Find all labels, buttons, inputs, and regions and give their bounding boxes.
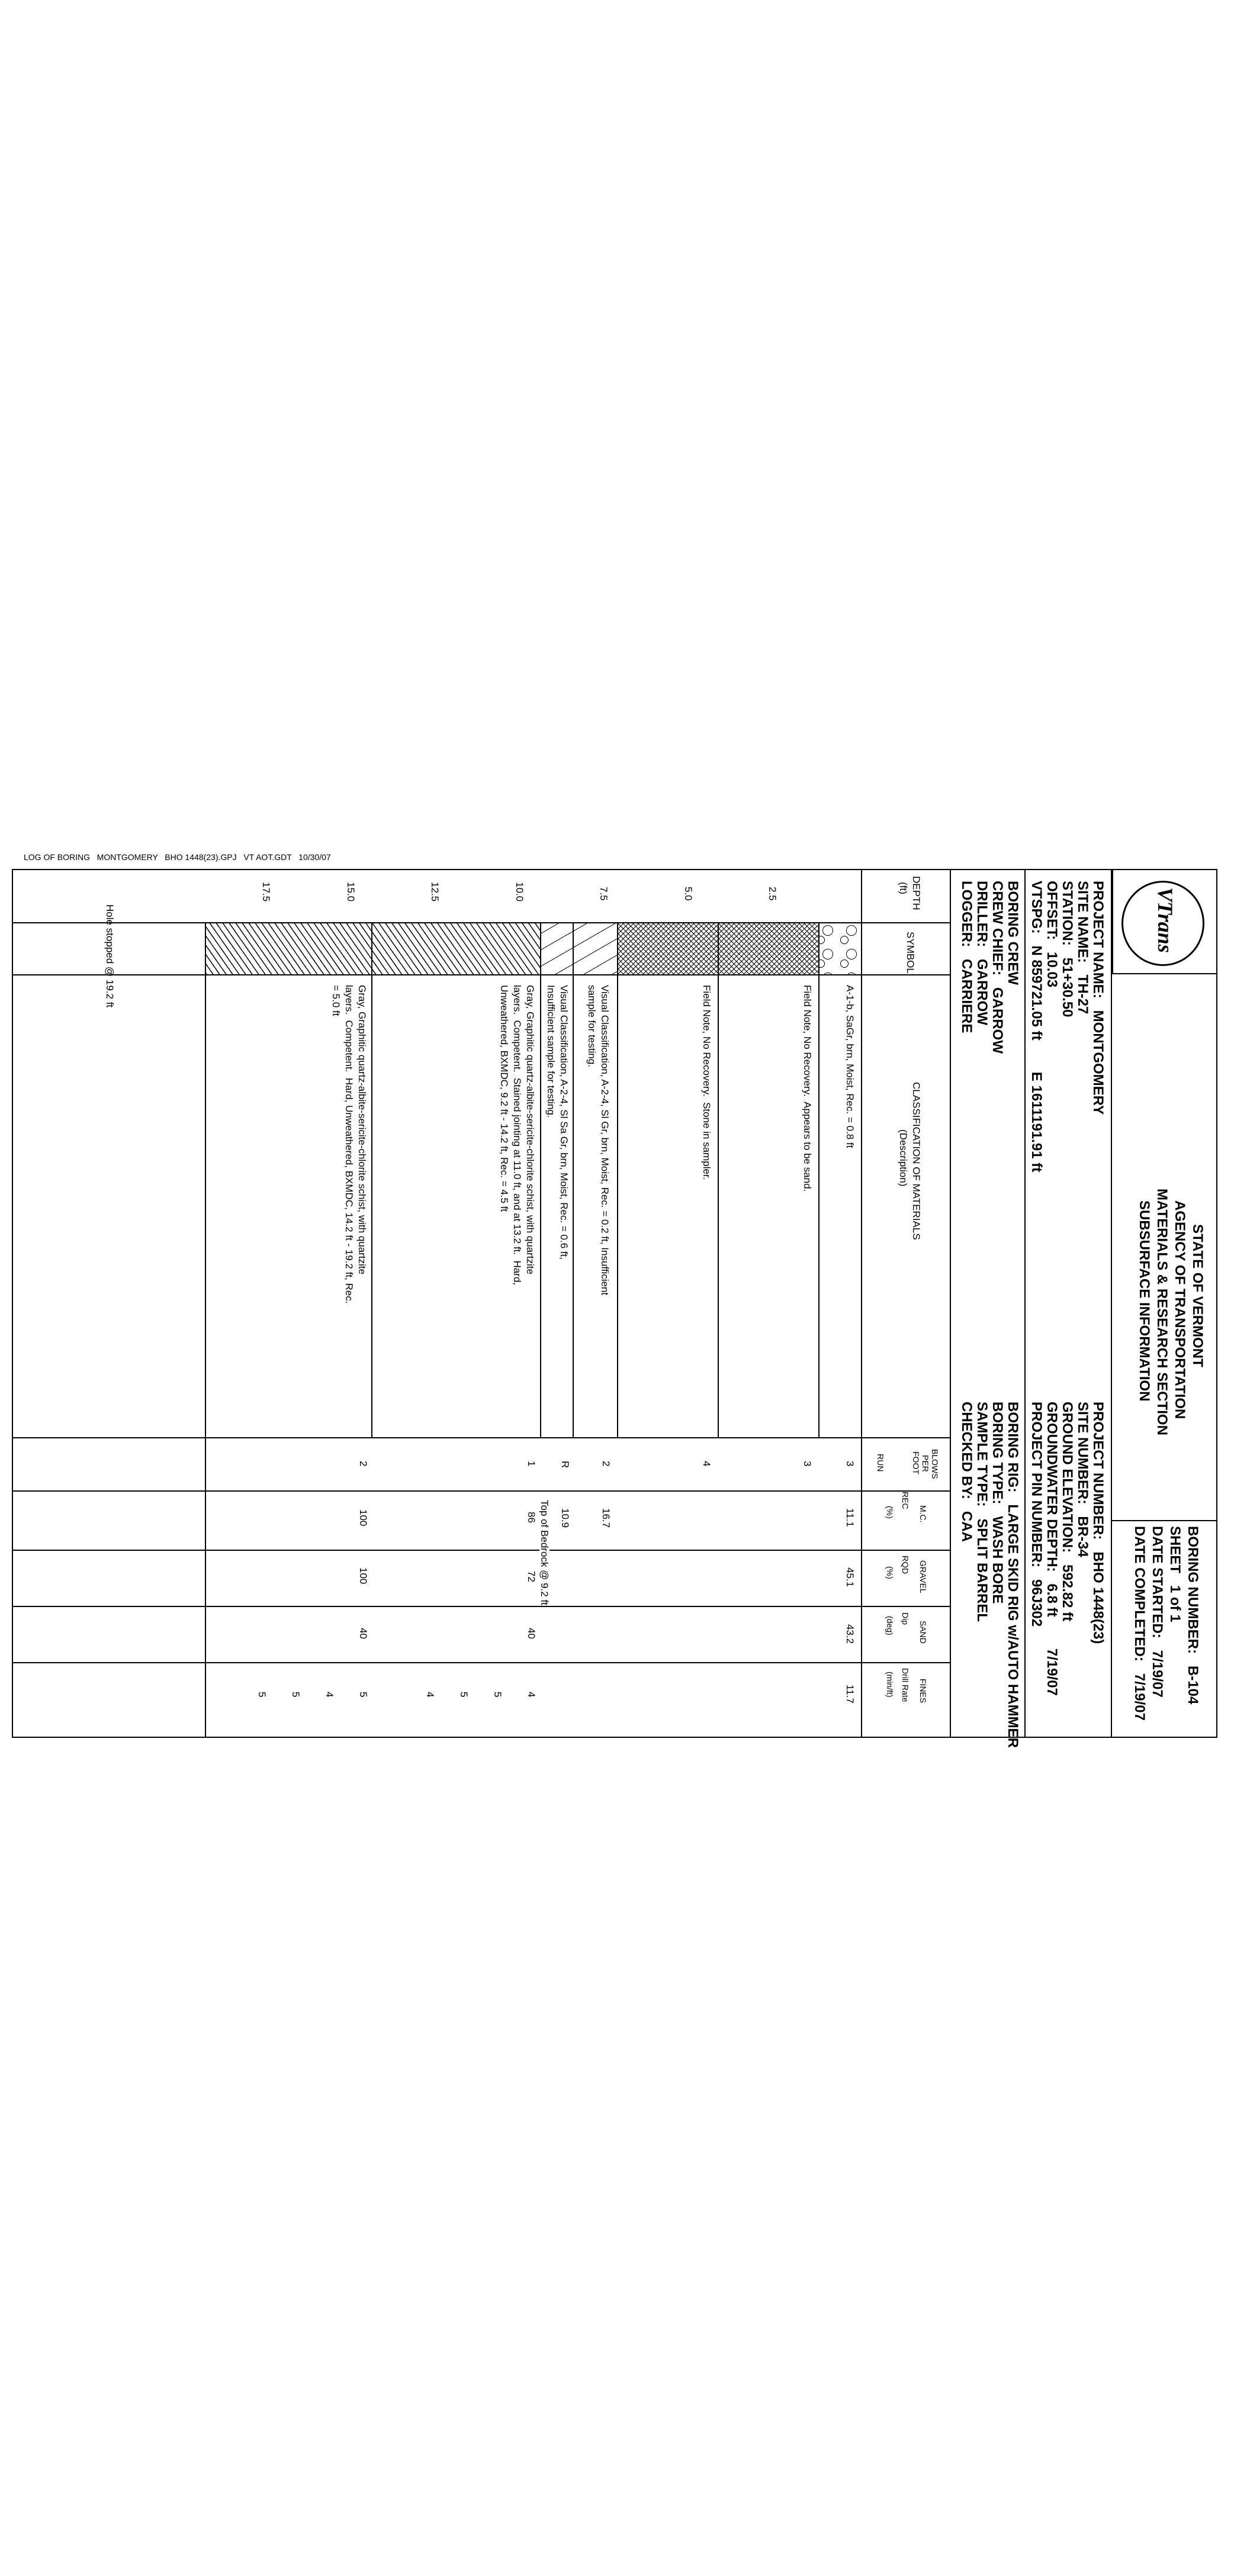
offset: OFFSET: 10.03 xyxy=(1044,881,1060,988)
vtspg-coordinates: VTSPG: N 859721.05 ft E 1611191.91 ft xyxy=(1029,881,1045,1173)
depth-tick-17-5: 17.5 xyxy=(261,882,272,902)
boring-type: BORING TYPE: WASH BORE xyxy=(989,1402,1005,1604)
depth-tick-5-0: 5.0 xyxy=(683,887,694,901)
mc-value: 10.9 xyxy=(560,1508,571,1528)
mc-value: 16.7 xyxy=(600,1508,612,1528)
station: STATION: 51+30.50 xyxy=(1059,881,1075,1017)
rotated-log-page xyxy=(12,869,1217,1748)
run-value: 1 xyxy=(526,1461,537,1467)
crew-chief: CREW CHIEF: GARROW xyxy=(989,881,1005,1054)
layer-boundary-2 xyxy=(718,923,719,1437)
rqd-value: 100 xyxy=(358,1567,369,1585)
layer-2-description: Field Note, No Recovery. Appears to be sand. xyxy=(802,985,813,1192)
boring-rig: BORING RIG: LARGE SKID RIG w/AUTO HAMMER xyxy=(1005,1402,1021,1748)
blows-value: 3 xyxy=(844,1461,856,1467)
col-divider-gravel xyxy=(12,1606,951,1607)
drill-rate-value: 5 xyxy=(492,1692,503,1698)
header-rule-4 xyxy=(861,869,862,1738)
mc-pct-header: (%) xyxy=(885,1506,895,1519)
drill-rate-value: 4 xyxy=(526,1692,537,1698)
vtrans-logo xyxy=(1121,881,1204,966)
site-number: SITE NUMBER: BR-34 xyxy=(1075,1402,1091,1557)
layer-5-description: Visual Classification, A-2-4, Sl Sa Gr, brn, Moist, Rec. = 0.6 ft, Insufficient sample for testing. xyxy=(545,985,570,1260)
depth-unit-header: (ft) xyxy=(898,882,909,894)
col-divider-symbol xyxy=(12,974,951,975)
layer-boundary-5 xyxy=(540,923,541,1437)
blows-value: 3 xyxy=(802,1461,813,1467)
header-rule-2 xyxy=(1024,869,1026,1738)
vtrans-logo-text: VTrans xyxy=(1153,887,1177,953)
col-divider-classification xyxy=(12,1437,951,1438)
rec-value: 100 xyxy=(358,1509,369,1527)
dip-value: 40 xyxy=(526,1628,537,1639)
column-header-row xyxy=(862,869,951,1738)
sand-value: 43.2 xyxy=(844,1624,856,1644)
site-name: SITE NAME: TH-27 xyxy=(1075,881,1091,1015)
dip-header: Dip xyxy=(901,1612,910,1625)
classification-subheader: (Description) xyxy=(898,1129,909,1187)
layer-boundary-4 xyxy=(573,923,574,1437)
blows-header-3: FOOT xyxy=(911,1451,921,1474)
col-divider-mc xyxy=(12,1550,951,1551)
drill-rate-value: 4 xyxy=(324,1692,335,1698)
run-header: RUN xyxy=(876,1454,885,1472)
sand-header: SAND xyxy=(918,1621,928,1644)
sheet-number: SHEET 1 of 1 xyxy=(1167,1526,1183,1622)
col-divider-sand xyxy=(12,1662,951,1663)
layer-boundary-6 xyxy=(371,923,372,1437)
date-started: DATE STARTED: 7/19/07 xyxy=(1149,1526,1165,1698)
drill-rate-value: 5 xyxy=(290,1692,301,1698)
mc-value: 11.1 xyxy=(844,1508,856,1527)
rqd-value: 72 xyxy=(526,1571,537,1582)
symbol-layer-schist xyxy=(206,923,541,974)
symbol-layer-gravel xyxy=(820,923,861,974)
ground-elevation: GROUND ELEVATION: 592.82 ft xyxy=(1059,1402,1075,1622)
blows-value: R xyxy=(560,1461,571,1469)
gravel-pct-header: (%) xyxy=(885,1566,895,1579)
symbol-layer-no-recovery-2 xyxy=(618,923,719,974)
top-of-bedrock-note: Top of Bedrock @ 9.2 ft xyxy=(539,1500,550,1605)
checked-by: CHECKED BY: CAA xyxy=(959,1402,975,1542)
agency-line-2: AGENCY OF TRANSPORTATION xyxy=(1172,1200,1188,1419)
symbol-layer-silty-gravel xyxy=(541,923,618,974)
date-completed: DATE COMPLETED: 7/19/07 xyxy=(1132,1526,1148,1721)
rec-header: REC xyxy=(901,1492,910,1509)
drill-rate-value: 5 xyxy=(256,1692,268,1698)
layer-3-description: Field Note, No Recovery. Stone in sampler. xyxy=(701,985,712,1180)
depth-tick-2-5: 2.5 xyxy=(767,887,778,901)
classification-header: CLASSIFICATION OF MATERIALS xyxy=(911,1082,922,1240)
rqd-header: RQD xyxy=(901,1556,910,1574)
blows-value: 4 xyxy=(701,1461,712,1467)
project-number: PROJECT NUMBER: BHO 1448(23) xyxy=(1090,1402,1106,1644)
blows-header: BLOWS xyxy=(930,1449,940,1479)
file-stamp: LOG OF BORING MONTGOMERY BHO 1448(23).GPJ VT AOT.GDT 10/30/07 xyxy=(24,852,331,862)
fines-value: 11.7 xyxy=(844,1685,856,1704)
project-pin-number: PROJECT PIN NUMBER: 96J302 xyxy=(1029,1402,1045,1627)
fines-header: FINES xyxy=(918,1679,928,1704)
layer-7-description: Gray, Graphitic quartz-albite-sericite-chlorite schist, with quartzite layers. Competent. Hard, Unweathered, BXMDC, 14.2 ft - 19.2 ft, Rec. = 5.0 ft xyxy=(330,985,368,1304)
hole-stopped-note: Hole stopped @ 19.2 ft xyxy=(104,904,115,1008)
gravel-value: 45.1 xyxy=(844,1567,856,1588)
run-value: 2 xyxy=(358,1461,369,1467)
depth-ticks xyxy=(12,869,862,922)
drill-rate-unit-header: (min/ft) xyxy=(885,1672,895,1698)
col-divider-blows xyxy=(12,1490,951,1492)
drill-rate-value: 5 xyxy=(458,1692,470,1698)
logger: LOGGER: CARRIERE xyxy=(959,881,975,1033)
dip-value: 40 xyxy=(358,1628,369,1639)
depth-tick-12-5: 12.5 xyxy=(429,882,441,902)
layer-6-description: Gray, Graphitic quartz-albite-sericite-chlorite schist, with quartzite layers. Competent. Stained jointing at 11.0 ft, and at 13.2 ft. Hard, Unweathered, BXMDC, 9.2 ft - 14.2 ft, Rec. = 4.5 ft xyxy=(498,985,536,1286)
mc-header: M.C. xyxy=(918,1505,928,1523)
blows-value: 2 xyxy=(600,1461,612,1467)
depth-header: DEPTH xyxy=(911,876,922,910)
rec-value: 86 xyxy=(526,1512,537,1523)
drill-rate-value: 5 xyxy=(358,1692,369,1698)
agency-line-3: MATERIALS & RESEARCH SECTION xyxy=(1154,1189,1170,1435)
depth-tick-10-0: 10.0 xyxy=(514,882,525,902)
agency-line-4: SUBSURFACE INFORMATION xyxy=(1136,1200,1152,1402)
project-name: PROJECT NAME: MONTGOMERY xyxy=(1090,881,1106,1115)
layer-boundary-1 xyxy=(818,923,820,1437)
header-rule-1 xyxy=(1111,869,1112,1738)
symbol-header: SYMBOL xyxy=(905,932,916,974)
sample-type: SAMPLE TYPE: SPLIT BARREL xyxy=(974,1402,990,1622)
drill-rate-value: 4 xyxy=(425,1692,436,1698)
boring-crew-title: BORING CREW xyxy=(1005,881,1021,985)
layer-1-description: A-1-b, SaGr, brn, Moist, Rec. = 0.8 ft xyxy=(844,985,856,1148)
groundwater-depth: GROUNDWATER DEPTH: 6.8 ft 7/19/07 xyxy=(1044,1402,1060,1696)
dip-unit-header: (deg) xyxy=(885,1616,895,1635)
driller: DRILLER: GARROW xyxy=(974,881,990,1025)
depth-tick-7-5: 7.5 xyxy=(598,887,609,901)
agency-line-1: STATE OF VERMONT xyxy=(1190,1224,1206,1367)
layer-boundary-7 xyxy=(205,923,206,1738)
drill-rate-header: Drill Rate xyxy=(901,1668,910,1702)
boring-number: BORING NUMBER: B-104 xyxy=(1185,1526,1201,1705)
header-divider-right xyxy=(1112,1520,1217,1521)
depth-tick-15-0: 15.0 xyxy=(345,882,356,902)
symbol-layer-no-recovery-1 xyxy=(719,923,820,974)
blows-header-2: PER xyxy=(921,1455,930,1472)
layer-boundary-3 xyxy=(617,923,618,1437)
gravel-header: GRAVEL xyxy=(918,1560,928,1593)
layer-4-description: Visual Classification, A-2-4, Sl Gr, brn, Moist, Rec. = 0.2 ft, Insufficient sample for testing. xyxy=(586,985,610,1296)
